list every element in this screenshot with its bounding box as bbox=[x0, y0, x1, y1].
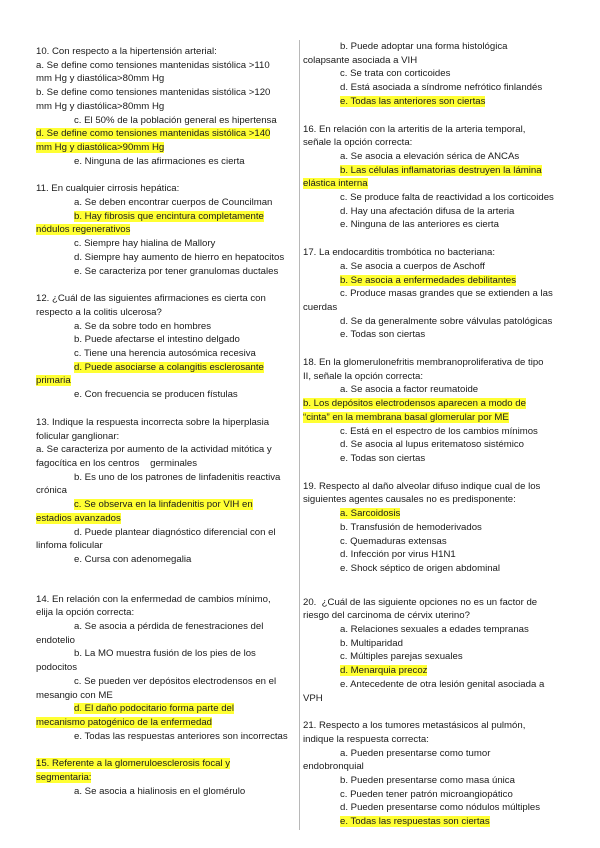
option-b: b. Multiparidad bbox=[340, 637, 403, 649]
question-stem: 11. En cualquier cirrosis hepática: bbox=[36, 183, 180, 195]
option-e-cont: VPH bbox=[303, 692, 323, 704]
option-b: b. Es uno de los patrones de linfadenitis reactiva bbox=[74, 471, 281, 483]
question-20 bbox=[303, 596, 565, 706]
question-11 bbox=[36, 182, 294, 278]
question-17 bbox=[303, 246, 565, 342]
question-stem-highlighted: 15. Referente a la glomeruloesclerosis focal y bbox=[36, 758, 231, 770]
option-b-highlighted-cont: nódulos regenerativos bbox=[36, 224, 131, 236]
option-a: a. Se deben encontrar cuerpos de Councilman bbox=[74, 197, 273, 209]
question-stem: 13. Indique la respuesta incorrecta sobre la hiperplasia bbox=[36, 416, 270, 428]
option-c: c. Se pueden ver depósitos electrodensos en el bbox=[74, 675, 277, 687]
option-b-highlighted: b. Los depósitos electrodensos aparecen a modo de bbox=[303, 398, 526, 410]
option-a: a. Se asocia a elevación sérica de ANCAs bbox=[340, 150, 520, 162]
question-stem-cont: señale la opción correcta: bbox=[303, 137, 413, 149]
question-stem-cont: II, señale la opción correcta: bbox=[303, 370, 423, 382]
question-stem: 17. La endocarditis trombótica no bacteriana: bbox=[303, 247, 495, 259]
option-c: c. Se trata con corticoides bbox=[340, 68, 451, 80]
option-b: b. Se define como tensiones mantenidas sistólica >120 bbox=[36, 87, 271, 99]
question-12 bbox=[36, 292, 294, 402]
option-e: e. Todas las respuestas anteriores son incorrectas bbox=[74, 730, 288, 742]
option-c: c. Pueden tener patrón microangiopático bbox=[340, 788, 513, 800]
question-19 bbox=[303, 480, 565, 576]
question-stem: 18. En la glomerulonefritis membranoproliferativa de tipo bbox=[303, 357, 544, 369]
option-d: d. Pueden presentarse como nódulos múltiples bbox=[340, 802, 540, 814]
option-a: a. Relaciones sexuales a edades tempranas bbox=[340, 624, 529, 636]
option-c-cont: mesangio con ME bbox=[36, 689, 113, 701]
option-a: a. Se asocia a factor reumatoide bbox=[340, 384, 479, 396]
option-d-highlighted: d. Menarquia precoz bbox=[340, 665, 428, 677]
option-c-cont: cuerdas bbox=[303, 301, 338, 313]
option-d: d. Infección por virus H1N1 bbox=[340, 549, 456, 561]
option-d: d. Se asocia al lupus eritematoso sistémico bbox=[340, 439, 524, 451]
option-c-highlighted-cont: estadios avanzados bbox=[36, 512, 121, 524]
option-b-cont: mm Hg y diastólica>80mm Hg bbox=[36, 100, 165, 112]
option-e: e. Shock séptico de origen abdominal bbox=[340, 562, 500, 574]
option-c: c. Está en el espectro de los cambios mínimos bbox=[340, 425, 538, 437]
question-18 bbox=[303, 356, 565, 466]
option-b-highlighted: b. Las células inflamatorias destruyen la lámina bbox=[340, 164, 542, 176]
option-b: b. Transfusión de hemoderivados bbox=[340, 521, 482, 533]
option-b: b. Puede adoptar una forma histológica bbox=[340, 41, 508, 52]
option-d: d. Está asociada a síndrome nefrótico finlandés bbox=[340, 82, 543, 94]
option-e: e. Ninguna de las afirmaciones es cierta bbox=[74, 155, 245, 167]
option-a: a. Se da sobre todo en hombres bbox=[74, 320, 212, 332]
question-stem-cont: respecto a la colitis ulcerosa? bbox=[36, 306, 162, 318]
question-stem: 21. Respecto a los tumores metastásicos al pulmón, bbox=[303, 720, 526, 732]
option-e: e. Se caracteriza por tener granulomas ductales bbox=[74, 265, 279, 277]
option-e: e. Ninguna de las anteriores es cierta bbox=[340, 219, 499, 231]
question-10 bbox=[36, 45, 294, 168]
option-c: c. Produce masas grandes que se extienden a las bbox=[340, 288, 553, 300]
question-21 bbox=[303, 719, 565, 829]
question-stem-highlighted-cont: segmentaria: bbox=[36, 772, 92, 784]
option-d-highlighted-cont: primaria bbox=[36, 375, 71, 387]
option-c: c. Siempre hay hialina de Mallory bbox=[74, 238, 216, 250]
option-d: d. Siempre hay aumento de hierro en hepatocitos bbox=[74, 251, 285, 263]
question-stem-cont: riesgo del carcinoma de cérvix uterino? bbox=[303, 610, 470, 622]
option-b: b. La MO muestra fusión de los pies de los bbox=[74, 648, 256, 660]
option-e: e. Con frecuencia se producen fístulas bbox=[74, 389, 238, 401]
option-c: c. Tiene una herencia autosómica recesiva bbox=[74, 348, 256, 360]
option-a: a. Se asocia a cuerpos de Aschoff bbox=[340, 260, 485, 272]
question-13 bbox=[36, 416, 294, 567]
question-stem-cont: elija la opción correcta: bbox=[36, 607, 135, 619]
option-e: e. Todas son ciertas bbox=[340, 452, 426, 464]
option-a-cont: fagocítica en los centros germinales bbox=[36, 457, 198, 469]
question-stem-cont: indique la respuesta correcta: bbox=[303, 733, 429, 745]
option-b-highlighted-cont: elástica interna bbox=[303, 178, 368, 190]
question-stem-cont: siguientes agentes causales no es predisponente: bbox=[303, 494, 516, 506]
option-e-highlighted: e. Todas las respuestas son ciertas bbox=[340, 816, 490, 828]
option-b-highlighted-cont: “cinta” en la membrana basal glomerular por ME bbox=[303, 411, 509, 423]
option-e: e. Cursa con adenomegalia bbox=[74, 553, 192, 565]
option-d-highlighted-cont: mecanismo patogénico de la enfermedad bbox=[36, 716, 212, 728]
option-c: c. Se produce falta de reactividad a los corticoides bbox=[340, 192, 554, 204]
option-a: a. Se caracteriza por aumento de la actividad mitótica y bbox=[36, 444, 272, 456]
option-b-highlighted: b. Se asocia a enfermedades debilitantes bbox=[340, 274, 516, 286]
option-d: d. Puede plantear diagnóstico diferencial con el bbox=[74, 526, 276, 538]
left-column bbox=[36, 45, 294, 812]
option-d-cont: linfoma folicular bbox=[36, 540, 103, 552]
option-d: d. Hay una afectación difusa de la arteria bbox=[340, 205, 515, 217]
option-c-highlighted: c. Se observa en la linfadenitis por VIH en bbox=[74, 499, 253, 511]
question-stem: 16. En relación con la arteritis de la arteria temporal, bbox=[303, 123, 526, 135]
option-d-highlighted-cont: mm Hg y diastólica>90mm Hg bbox=[36, 141, 165, 153]
option-d-highlighted: d. Puede asociarse a colangitis esclerosante bbox=[74, 361, 264, 373]
option-a-highlighted: a. Sarcoidosis bbox=[340, 508, 401, 520]
option-b: b. Pueden presentarse como masa única bbox=[340, 775, 515, 787]
question-15-continued bbox=[303, 40, 565, 109]
question-stem: 20. ¿Cuál de las siguiente opciones no es un factor de bbox=[303, 596, 538, 608]
question-16 bbox=[303, 123, 565, 233]
option-b-cont: podocitos bbox=[36, 662, 78, 674]
option-e: e. Todas son ciertas bbox=[340, 329, 426, 341]
option-b-cont: colapsante asociada a VIH bbox=[303, 54, 418, 66]
option-a: a. Se define como tensiones mantenidas sistólica >110 bbox=[36, 59, 270, 71]
option-b-cont: crónica bbox=[36, 485, 67, 497]
right-column bbox=[303, 40, 565, 843]
question-stem: 19. Respecto al daño alveolar difuso indique cual de los bbox=[303, 480, 541, 492]
option-c: c. El 50% de la población general es hipertensa bbox=[74, 114, 277, 126]
option-a-cont: mm Hg y diastólica>80mm Hg bbox=[36, 73, 165, 85]
option-a: a. Se asocia a pérdida de fenestraciones del bbox=[74, 621, 264, 633]
option-a-cont: endobronquial bbox=[303, 761, 364, 773]
question-14 bbox=[36, 593, 294, 744]
option-d-highlighted: d. El daño podocitario forma parte del bbox=[74, 703, 234, 715]
option-a: a. Se asocia a hialinosis en el glomérulo bbox=[74, 785, 246, 797]
option-c: c. Quemaduras extensas bbox=[340, 535, 447, 547]
question-stem-cont: folicular ganglionar: bbox=[36, 430, 120, 442]
column-divider bbox=[299, 40, 300, 830]
option-e: e. Antecedente de otra lesión genital asociada a bbox=[340, 678, 545, 690]
option-b-highlighted: b. Hay fibrosis que encintura completamente bbox=[74, 210, 264, 222]
question-stem: 12. ¿Cuál de las siguientes afirmaciones es cierta con bbox=[36, 293, 266, 305]
option-b: b. Puede afectarse el intestino delgado bbox=[74, 334, 240, 346]
option-d-highlighted: d. Se define como tensiones mantenidas sistólica >140 bbox=[36, 128, 271, 140]
question-stem: 10. Con respecto a la hipertensión arterial: bbox=[36, 46, 217, 57]
question-15 bbox=[36, 757, 294, 798]
option-d: d. Se da generalmente sobre válvulas patológicas bbox=[340, 315, 553, 327]
option-a-cont: endotelio bbox=[36, 634, 75, 646]
option-c: c. Múltiples parejas sexuales bbox=[340, 651, 463, 663]
question-stem: 14. En relación con la enfermedad de cambios mínimo, bbox=[36, 593, 271, 605]
option-a: a. Pueden presentarse como tumor bbox=[340, 747, 491, 759]
option-e-highlighted: e. Todas las anteriores son ciertas bbox=[340, 95, 486, 107]
